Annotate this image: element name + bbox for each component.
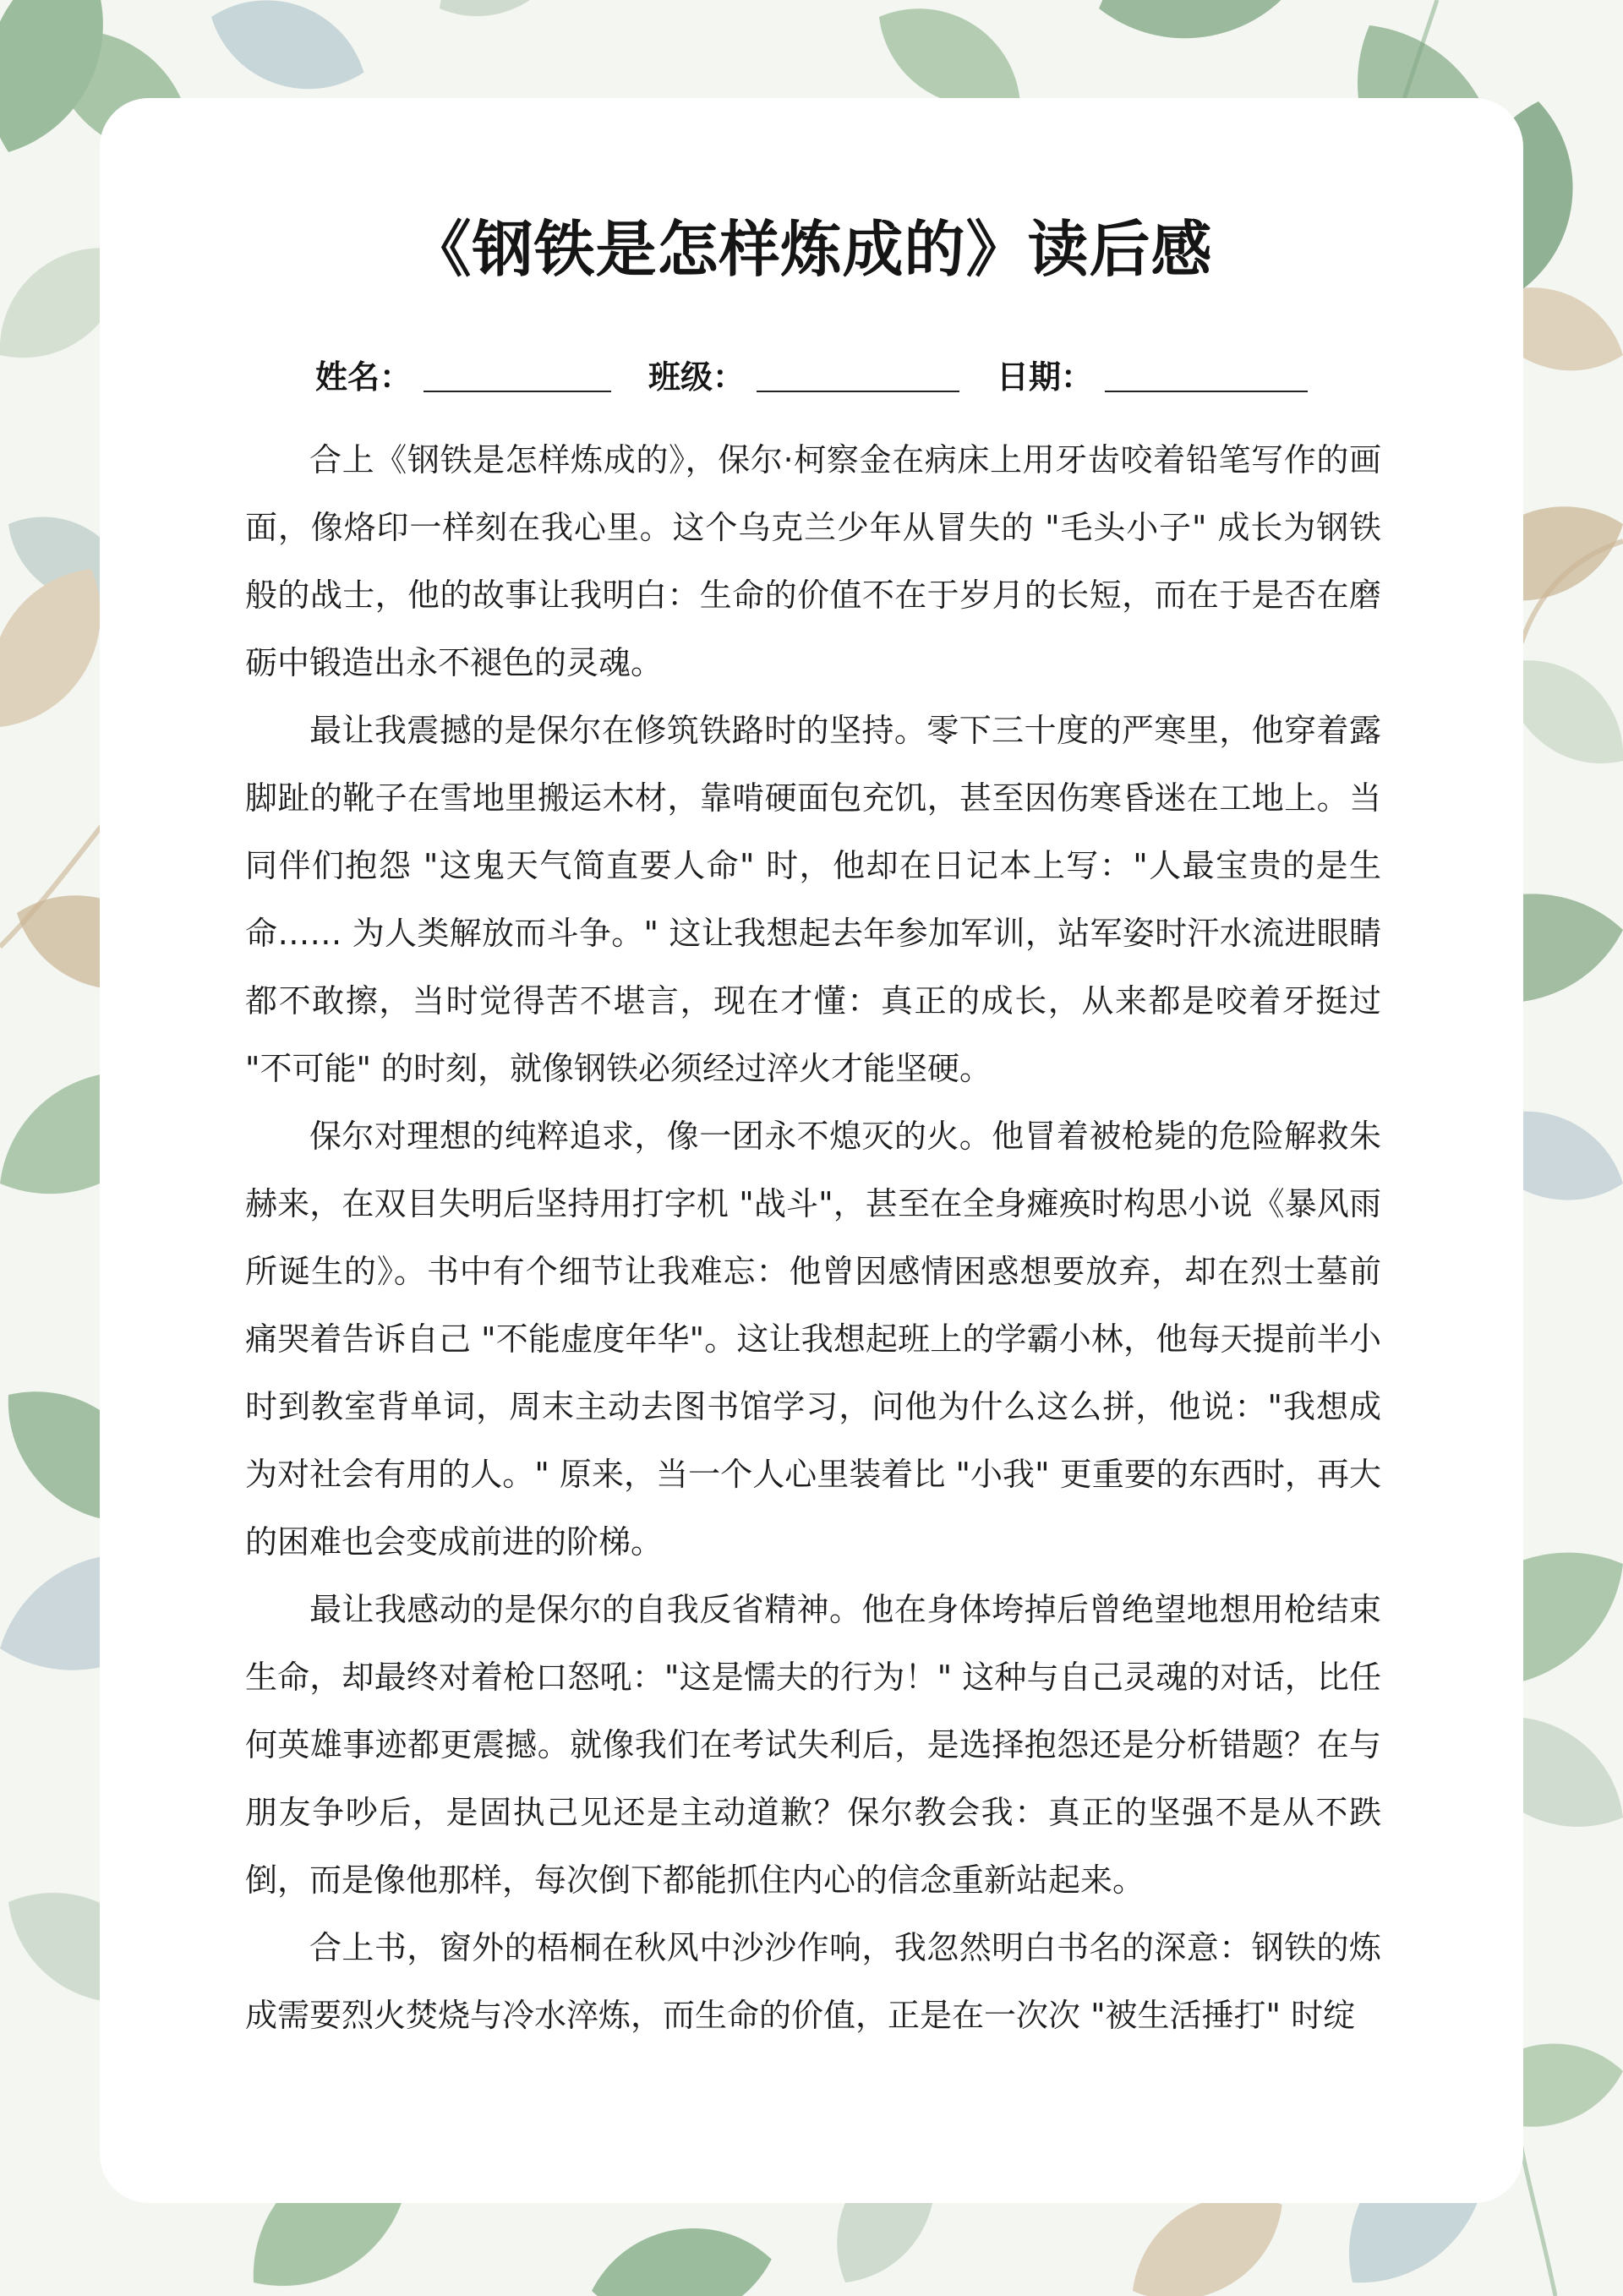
student-info-row <box>0 342 1623 401</box>
essay-paragraph: 合上《钢铁是怎样炼成的》，保尔·柯察金在病床上用牙齿咬着铅笔写作的画面，像烙印一样刻在我心里。这个乌克兰少年从冒失的 "毛头小子" 成长为钢铁般的战士，他的故事让我明白：生命的价值不在于岁月的长短，而在于是否在磨砺中锻造出永不褪色的灵魂。 <box>245 441 1381 681</box>
class-field[interactable] <box>648 353 959 401</box>
class-label: 班级： <box>648 358 745 396</box>
name-label: 姓名： <box>314 358 412 396</box>
date-label: 日期： <box>997 358 1094 396</box>
essay-paragraph: 最让我感动的是保尔的自我反省精神。他在身体垮掉后曾绝望地想用枪结束生命，却最终对着枪口怒吼："这是懦夫的行为！" 这种与自己灵魂的对话，比任何英雄事迹都更震撼。就像我们在考试失利后，是选择抱怨还是分析错题？在与朋友争吵后，是固执己见还是主动道歉？保尔教会我：真正的坚强不是从不跌倒，而是像他那样，每次倒下都能抓住内心的信念重新站起来。 <box>245 1591 1381 1899</box>
essay-paragraph: 最让我震撼的是保尔在修筑铁路时的坚持。零下三十度的严寒里，他穿着露脚趾的靴子在雪地里搬运木材，靠啃硬面包充饥，甚至因伤寒昏迷在工地上。当同伴们抱怨 "这鬼天气简直要人命" 时，他却在日记本上写："人最宝贵的是生命…… 为人类解放而斗争。" 这让我想起去年参加军训，站军姿时汗水流进眼睛都不敢擦，当时觉得苦不堪言，现在才懂：真正的成长，从来都是咬着牙挺过 "不可能" 的时刻，就像钢铁必须经过淬火才能坚硬。 <box>245 712 1381 1087</box>
page-title: 《钢铁是怎样炼成的》读后感 <box>410 214 1213 285</box>
essay-paragraph: 保尔对理想的纯粹追求，像一团永不熄灭的火。他冒着被枪毙的危险解救朱赫来，在双目失明后坚持用打字机 "战斗"，甚至在全身瘫痪时构思小说《暴风雨所诞生的》。书中有个细节让我难忘：他曾因感情困惑想要放弃，却在烈士墓前痛哭着告诉自己 "不能虚度年华"。这让我想起班上的学霸小林，他每天提前半小时到教室背单词，周末主动去图书馆学习，问他为什么这么拼，他说："我想成为对社会有用的人。" 原来，当一个人心里装着比 "小我" 更重要的东西时，再大的困难也会变成前进的阶梯。 <box>245 1118 1381 1561</box>
date-blank-line[interactable] <box>1105 391 1308 392</box>
date-field[interactable] <box>997 353 1308 401</box>
name-field[interactable] <box>315 353 611 401</box>
name-blank-line[interactable] <box>424 391 611 392</box>
class-blank-line[interactable] <box>757 391 959 392</box>
essay-body <box>245 426 1381 2049</box>
essay-paragraph: 合上书，窗外的梧桐在秋风中沙沙作响，我忽然明白书名的深意：钢铁的炼成需要烈火焚烧与冷水淬炼，而生命的价值，正是在一次次 "被生活捶打" 时绽 <box>245 1929 1381 2034</box>
